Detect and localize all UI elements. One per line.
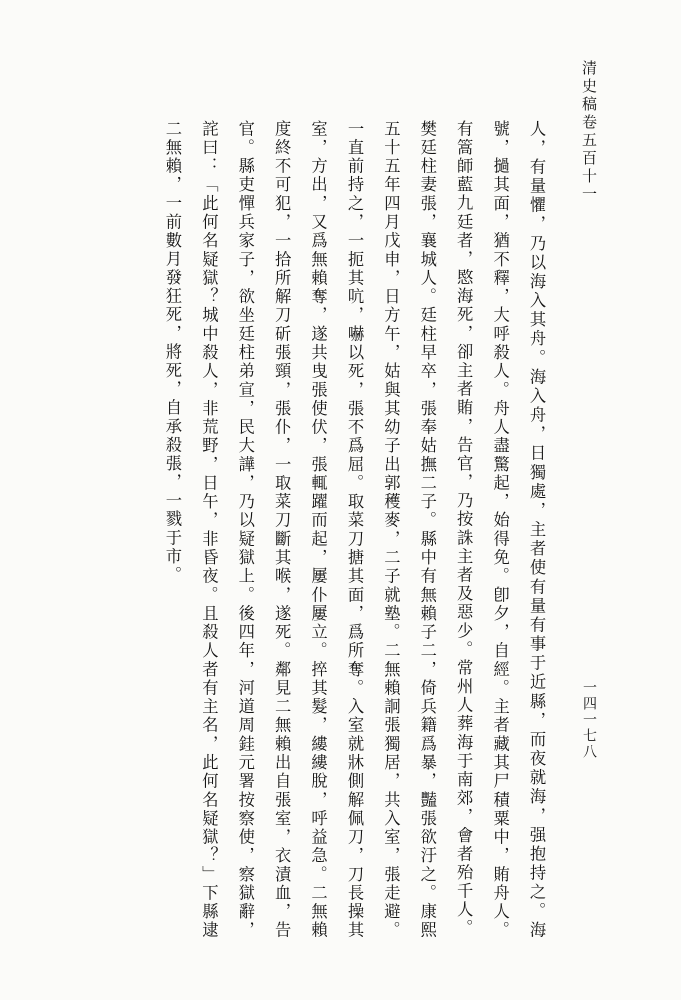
passage-fan-tingzhu-wife: 樊廷柱妻張，襄城人。廷柱早卒，張奉姑撫二子。縣中有無賴子二，倚兵籍爲暴，豔張欲汙之。康熙五十五年四月戊申，日方午，姑與其幼子出郭穫麥，二子就塾。二無賴詗張獨居，共入室，張走避。一直前持之，一扼其吭，嚇以死，張不爲屈。取菜刀搪其面，爲所奪。入室就牀側解佩刀，刀長操其室，方出，又爲無賴奪，遂共曳張使伏，張輒躍而起，屢仆屢立。捽其髮，縷縷脫，呼益急。二無賴度終不可犯，一拾所解刀斫張頸，張仆，一取菜刀斷其喉，遂死。鄰見二無賴出自張室，衣漬血，告官。縣吏憚兵家子，欲坐廷柱弟宣，民大譁，乃以疑獄上。後四年，河道周銈元署按察使，察獄辭，詫曰：「此何名疑獄？城中殺人，非荒野，日午，非昏夜。且殺人者有主名，此何名疑獄？」下縣逮二無賴，一前數月發狂死，將死，自承殺張，一戮于市。	[162, 120, 437, 940]
passage-continuation: 人，有量懼，乃以海入其舟。海入舟，日獨處，主者使有量有事于近縣，而夜就海，强抱持之。海號，撾其面，猶不釋，大呼殺人。舟人盡驚起，始得免。卽夕，自經。主者藏其尸積粟中，賄舟人。有篙師藍九廷者，愍海死，卻主者賄，告官，乃按誅主者及惡少。常州人葬海于南郊，會者殆千人。	[454, 120, 546, 940]
body-text	[114, 120, 554, 940]
page-number: 一四一七八	[581, 680, 597, 760]
page-header-title: 清史稿卷五百十一	[580, 60, 598, 204]
